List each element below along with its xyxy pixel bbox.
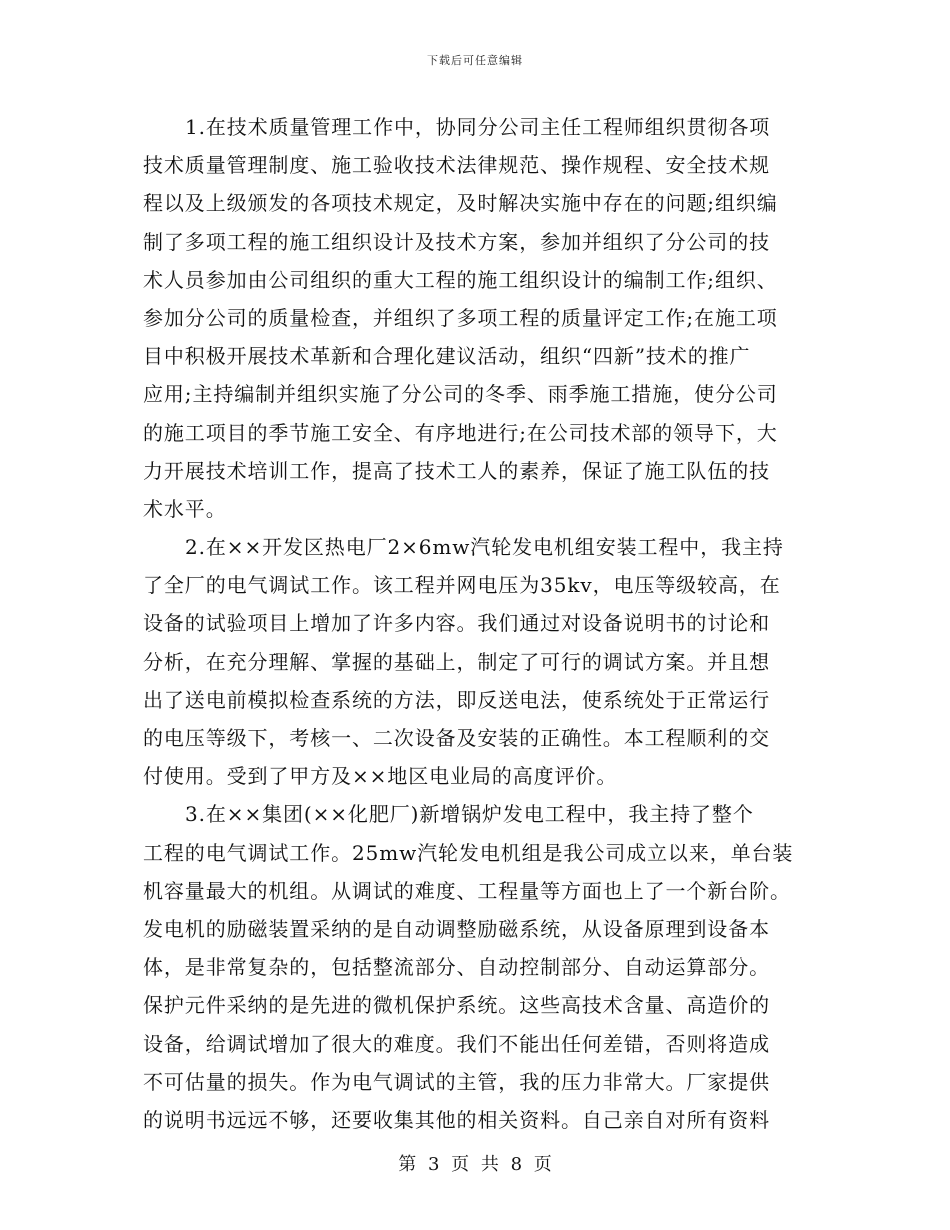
text-line: 力开展技术培训工作，提高了技术工人的素养，保证了施工队伍的技 <box>143 458 770 483</box>
text-line: 设备，给调试增加了很大的难度。我们不能出任何差错，否则将造成 <box>143 1031 770 1056</box>
text-line: 分析，在充分理解、掌握的基础上，制定了可行的调试方案。并且想 <box>143 649 770 674</box>
text-line: 的说明书远远不够，还要收集其他的相关资料。自己亲自对所有资料 <box>143 1107 770 1132</box>
paragraph-first-line: 3.在××集团(××化肥厂)新增锅炉发电工程中，我主持了整个 <box>185 802 754 827</box>
text-line: 工程的电气调试工作。25mw汽轮发电机组是我公司成立以来，单台装 <box>143 840 794 865</box>
text-line: 的施工项目的季节施工安全、有序地进行;在公司技术部的领导下，大 <box>143 420 778 445</box>
document-body <box>143 108 808 1139</box>
text-line: 保护元件采纳的是先进的微机保护系统。这些高技术含量、高造价的 <box>143 993 770 1018</box>
text-line: 的电压等级下，考核一、二次设备及安装的正确性。本工程顺利的交 <box>143 726 770 750</box>
paragraph-first-line: 1.在技术质量管理工作中，协同分公司主任工程师组织贯彻各项 <box>185 115 771 139</box>
text-line: 参加分公司的质量检查，并组织了多项工程的质量评定工作;在施工项 <box>143 305 778 330</box>
page-number: 第 3 页 共 8 页 <box>398 1154 552 1175</box>
text-line: 技术质量管理制度、施工验收技术法律规范、操作规程、安全技术规 <box>143 153 770 178</box>
text-line: 体，是非常复杂的，包括整流部分、自动控制部分、自动运算部分。 <box>143 955 770 980</box>
text-line: 术水平。 <box>143 496 227 521</box>
text-line: 应用;主持编制并组织实施了分公司的冬季、雨季施工措施，使分公司 <box>143 382 778 407</box>
text-line: 了全厂的电气调试工作。该工程并网电压为35kv，电压等级较高，在 <box>143 573 781 598</box>
text-line: 术人员参加由公司组织的重大工程的施工组织设计的编制工作;组织、 <box>143 267 778 292</box>
text-line: 不可估量的损失。作为电气调试的主管，我的压力非常大。厂家提供 <box>143 1069 770 1094</box>
page-header: 下载后可任意编辑 <box>427 54 523 67</box>
text-line: 出了送电前模拟检查系统的方法，即反送电法，使系统处于正常运行 <box>143 687 770 712</box>
text-line: 制了多项工程的施工组织设计及技术方案，参加并组织了分公司的技 <box>143 229 770 254</box>
text-line: 程以及上级颁发的各项技术规定，及时解决实施中存在的问题;组织编 <box>143 191 778 216</box>
text-line: 付使用。受到了甲方及××地区电业局的高度评价。 <box>143 764 618 789</box>
text-line: 机容量最大的机组。从调试的难度、工程量等方面也上了一个新台阶。 <box>143 878 791 903</box>
paragraph-first-line: 2.在××开发区热电厂2×6mw汽轮发电机组安装工程中，我主持 <box>185 535 784 560</box>
text-line: 设备的试验项目上增加了许多内容。我们通过对设备说明书的讨论和 <box>143 611 770 636</box>
text-line: 发电机的励磁装置采纳的是自动调整励磁系统，从设备原理到设备本 <box>143 916 770 941</box>
text-line: 目中积极开展技术革新和合理化建议活动，组织“四新”技术的推广 <box>143 344 751 369</box>
